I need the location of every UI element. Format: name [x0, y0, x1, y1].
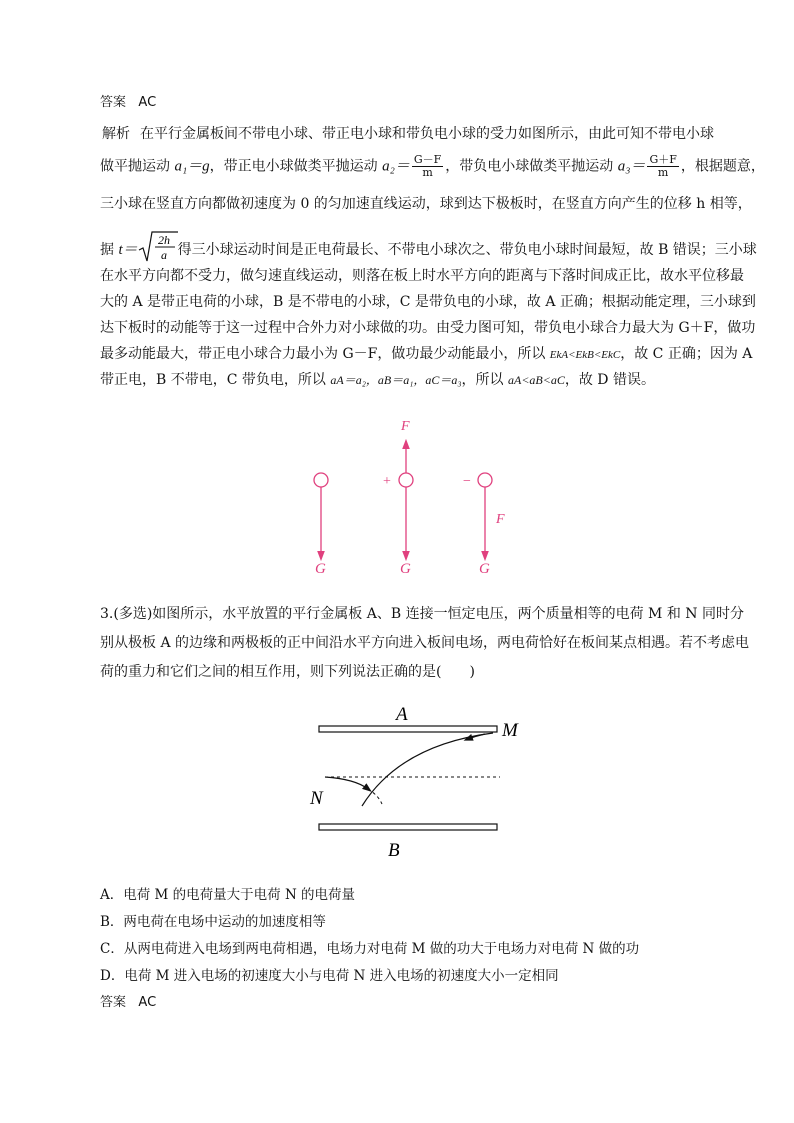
fraction-a3: $\frac{G+F}{m}$	[649, 153, 677, 179]
sqrt-formula	[138, 230, 178, 270]
analysis-line-6: 大的 A 是带正电荷的小球，B 是不带电的小球，C 是带负电的小球，故 A 正确；根据动能定理，三小球到	[100, 294, 756, 310]
analysis-label: 解析	[102, 126, 130, 142]
analysis-line-5: 在水平方向都不受力，做匀速直线运动，则落在板上时水平方向的距离与下落时间成正比，故水平位移最	[100, 268, 744, 284]
option-d: D．电荷 M 进入电场的初速度大小与电荷 N 进入电场的初速度大小一定相同	[100, 968, 559, 984]
question-3-line-3: 荷的重力和它们之间的相互作用，则下列说法正确的是( )	[100, 664, 475, 680]
plate-a-label: A	[396, 704, 408, 725]
charge-n-label: N	[310, 788, 323, 809]
option-b: B．两电荷在电场中运动的加速度相等	[100, 914, 326, 930]
sqrt-num: 2h	[157, 233, 170, 247]
question-3-line-1: 3.(多选)如图所示，水平放置的平行金属板 A、B 连接一恒定电压，两个质量相等的电荷 M 和 N 同时分	[100, 606, 744, 622]
force-label-up: F	[401, 419, 410, 434]
charge-m-label: M	[502, 720, 518, 741]
option-c: C．从两电荷进入电场到两电荷相遇，电场力对电荷 M 做的功大于电场力对电荷 N 做的功	[100, 941, 640, 957]
positive-ball	[399, 473, 413, 487]
analysis-line-3: 三小球在竖直方向都做初速度为 0 的匀加速直线运动，球到达下极板时，在竖直方向产生的位移 h 相等，	[100, 196, 752, 212]
answer-value: AC	[138, 95, 157, 110]
option-a: A．电荷 M 的电荷量大于电荷 N 的电荷量	[100, 887, 356, 903]
gravity-label-1: G	[315, 561, 326, 577]
plate-a	[319, 726, 497, 732]
answer-line-1	[100, 93, 156, 113]
formula-a1: a₁＝g	[174, 158, 210, 175]
sqrt-den: a	[160, 248, 167, 262]
trajectory-n-extension	[368, 789, 382, 804]
fraction-a2: $\frac{G-F}{m}$	[413, 153, 442, 179]
analysis-line-1: 解析 在平行金属板间不带电小球、带正电小球和带负电小球的受力如图所示，由此可知不带电小球	[102, 126, 714, 142]
force-label-down: F	[496, 512, 505, 527]
analysis-line-7: 达下板时的动能等于这一过程中合外力对小球做的功。由受力图可知，带负电小球合力最大为 G＋F，做功	[100, 320, 756, 336]
analysis-line-4: 据 t＝ 2h a 得三小球运动时间是正电荷最长、不带电小球次之、带负电小球时间最短，故 B 错误；三小球	[100, 230, 757, 270]
analysis-line-9: 带正电，B 不带电，C 带负电，所以 aA＝a₂，aB＝a₁，aC＝a₃，所以 aA<aB<aC，故 D 错误。	[100, 372, 655, 388]
force-diagram	[290, 410, 520, 580]
minus-sign: −	[463, 474, 471, 489]
answer-line-2	[100, 993, 156, 1013]
formula-ek: EkA<EkB<EkC	[549, 349, 621, 361]
answer-value-2: AC	[138, 995, 157, 1010]
gravity-label-2: G	[400, 561, 411, 577]
negative-ball	[478, 473, 492, 487]
gravity-label-3: G	[479, 561, 490, 577]
analysis-line-2: 做平抛运动 a₁＝g，带正电小球做类平抛运动 a₂＝ $\frac{G-F}{m}$ ，带负电小球做类平抛运动 a₃＝ $\frac{G+F}{m}$ ，根据题意，	[100, 153, 765, 179]
plus-sign: +	[383, 474, 391, 489]
formula-ineq: aA<aB<aC	[508, 373, 565, 387]
plate-b-label: B	[388, 840, 400, 861]
trajectory-n	[325, 777, 368, 789]
formula-eq: aA＝a₂，aB＝a₁，aC＝a₃	[330, 373, 462, 387]
question-3-line-2: 别从极板 A 的边缘和两极板的正中间沿水平方向进入板间电场，两电荷恰好在板间某点相遇。若不考虑电	[100, 635, 750, 651]
neutral-ball	[314, 473, 328, 487]
answer-label: 答案	[100, 95, 127, 110]
plate-b	[319, 824, 497, 830]
plate-diagram	[300, 700, 540, 865]
answer-label-2: 答案	[100, 995, 127, 1010]
analysis-line-8: 最多动能最大，带正电小球合力最小为 G－F，做功最少动能最小，所以 EkA<EkB<EkC，故 C 正确；因为 A	[100, 346, 753, 362]
trajectory-m	[362, 733, 493, 806]
